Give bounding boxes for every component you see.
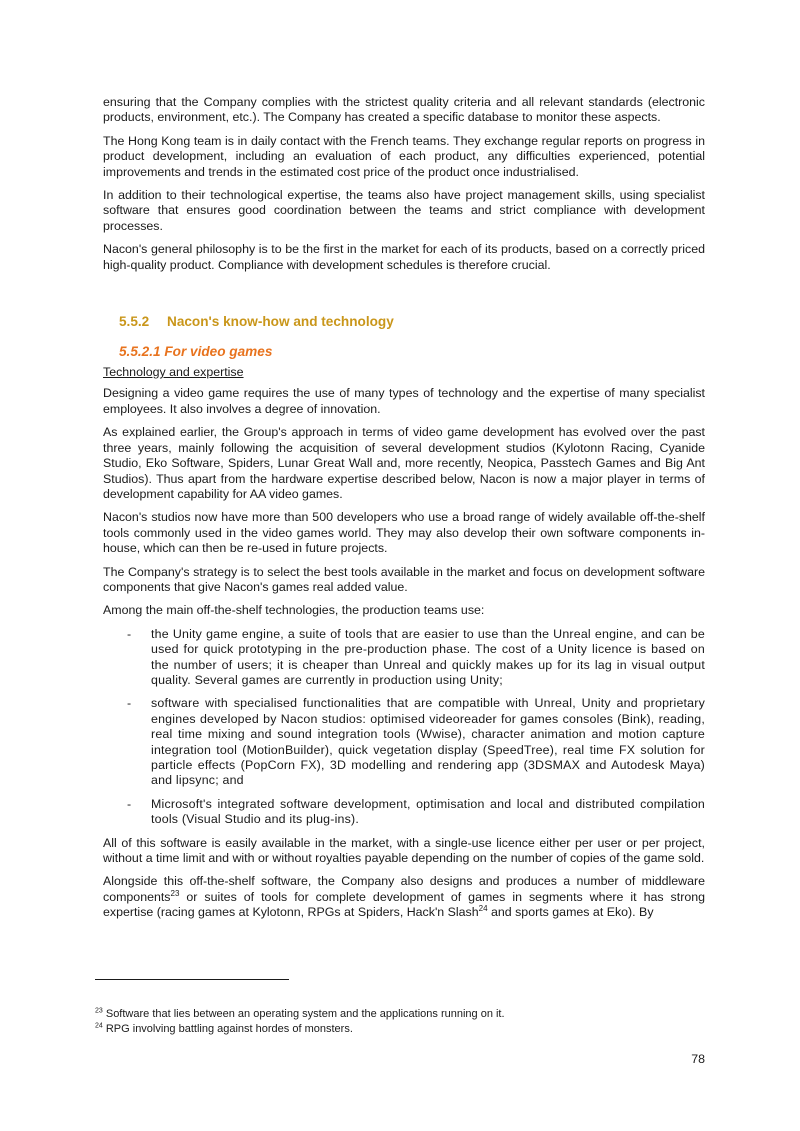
- section-heading: [119, 314, 705, 329]
- text-segment: or suites of tools for complete development of games in segments where it has strong expertise (racing games at Kylotonn, RPGs at Spiders, Hack'n Slash: [103, 889, 705, 920]
- footnote-mark: 23: [95, 1007, 103, 1015]
- bullet-list: [103, 627, 705, 828]
- footnote-mark: 24: [95, 1022, 103, 1030]
- list-item-text: Microsoft's integrated software development, optimisation and local and distributed compilation tools (Visual Studio and its plug-ins).: [151, 796, 705, 827]
- text-segment: and sports games at Eko). By: [487, 905, 654, 920]
- bullet-marker: -: [127, 626, 132, 641]
- footnote-divider: [95, 979, 289, 980]
- subsection-heading: 5.5.2.1 For video games: [119, 344, 273, 360]
- paragraph: The Hong Kong team is in daily contact with the French teams. They exchange regular reports on progress in product development, including an evaluation of each product, any difficulties experienced, potential improvements and trends in the estimated cost price of the product once industrialised.: [103, 133, 705, 179]
- footnote: [95, 1007, 705, 1022]
- text-segment: Alongside this off-the-shelf software, the Company also designs and produces a number of middleware components: [103, 874, 705, 904]
- paragraph: Nacon's general philosophy is to be the first in the market for each of its products, based on a correctly priced high-quality product. Compliance with development schedules is therefore crucial.: [103, 242, 705, 272]
- paragraph: Among the main off-the-shelf technologies, the production teams use:: [103, 603, 485, 618]
- bullet-marker: -: [127, 696, 132, 711]
- document-body: [103, 95, 705, 929]
- footnote-ref: 23: [170, 888, 180, 898]
- list-item: [103, 627, 705, 689]
- section-title: Nacon's know-how and technology: [167, 314, 394, 330]
- list-item: [103, 696, 705, 788]
- paragraph: In addition to their technological expertise, the teams also have project management skills, using specialist software that ensures good coordination between the teams and strict compliance with development processes.: [103, 188, 705, 233]
- paragraph: Nacon's studios now have more than 500 developers who use a broad range of widely available off-the-shelf tools commonly used in the video games world. They may also develop their own software components in-house, which can then be re-used in future projects.: [103, 510, 705, 556]
- paragraph: As explained earlier, the Group's approach in terms of video game development has evolved over the past three years, mainly following the acquisition of several development studios (Kylotonn Racing, Cyanide Studio, Eko Software, Spiders, Lunar Great Wall and, more recently, Neopica, Passtech Games and Big Ant Studios). Thus apart from the hardware expertise described below, Nacon is now a major player in terms of development capability for AA video games.: [103, 425, 705, 501]
- section-number: 5.5.2: [119, 314, 150, 330]
- footnote-text: RPG involving battling against hordes of monsters.: [102, 1023, 353, 1035]
- footnote-ref: 24: [478, 904, 488, 914]
- page-number: 78: [691, 1052, 705, 1066]
- footnote: [95, 1022, 705, 1037]
- list-item-text: the Unity game engine, a suite of tools that are easier to use than the Unreal engine, and can be used for quick prototyping in the pre-production phase. The cost of a Unity licence is based on the number of users; it is cheaper than Unreal and quickly makes up for its lag in visual output quality. Several games are currently in production using Unity;: [151, 626, 705, 687]
- list-item: [103, 797, 705, 828]
- paragraph: Designing a video game requires the use of many types of technology and the expertise of many specialist employees. It also involves a degree of innovation.: [103, 386, 705, 416]
- list-item-text: software with specialised functionalities that are compatible with Unreal, Unity and proprietary engines developed by Nacon studios: optimised videoreader for games consoles (Bink), reading, real time mixing and sound integration tools (Wwise), character animation and motion capture integration tool (MotionBuilder), quick vegetation display (SpeedTree), real time FX solution for particle effects (PopCorn FX), 3D modelling and rendering app (3DSMAX and Autodesk Maya) and lipsync; and: [151, 696, 705, 788]
- paragraph: ensuring that the Company complies with the strictest quality criteria and all relevant standards (electronic products, environment, etc.). The Company has created a specific database to monitor these aspects.: [103, 95, 705, 125]
- paragraph-with-footnote-refs: [103, 874, 705, 920]
- paragraph: All of this software is easily available in the market, with a single-use licence either per user or per project, without a time limit and with or without royalties payable depending on the number of copies of the game sold.: [103, 835, 705, 866]
- footnotes: [95, 1007, 705, 1037]
- underlined-label: Technology and expertise: [103, 365, 244, 380]
- paragraph: The Company's strategy is to select the best tools available in the market and focus on development software components that give Nacon's games real added value.: [103, 564, 705, 594]
- footnote-text: Software that lies between an operating system and the applications running on it.: [102, 1008, 505, 1020]
- bullet-marker: -: [127, 796, 132, 811]
